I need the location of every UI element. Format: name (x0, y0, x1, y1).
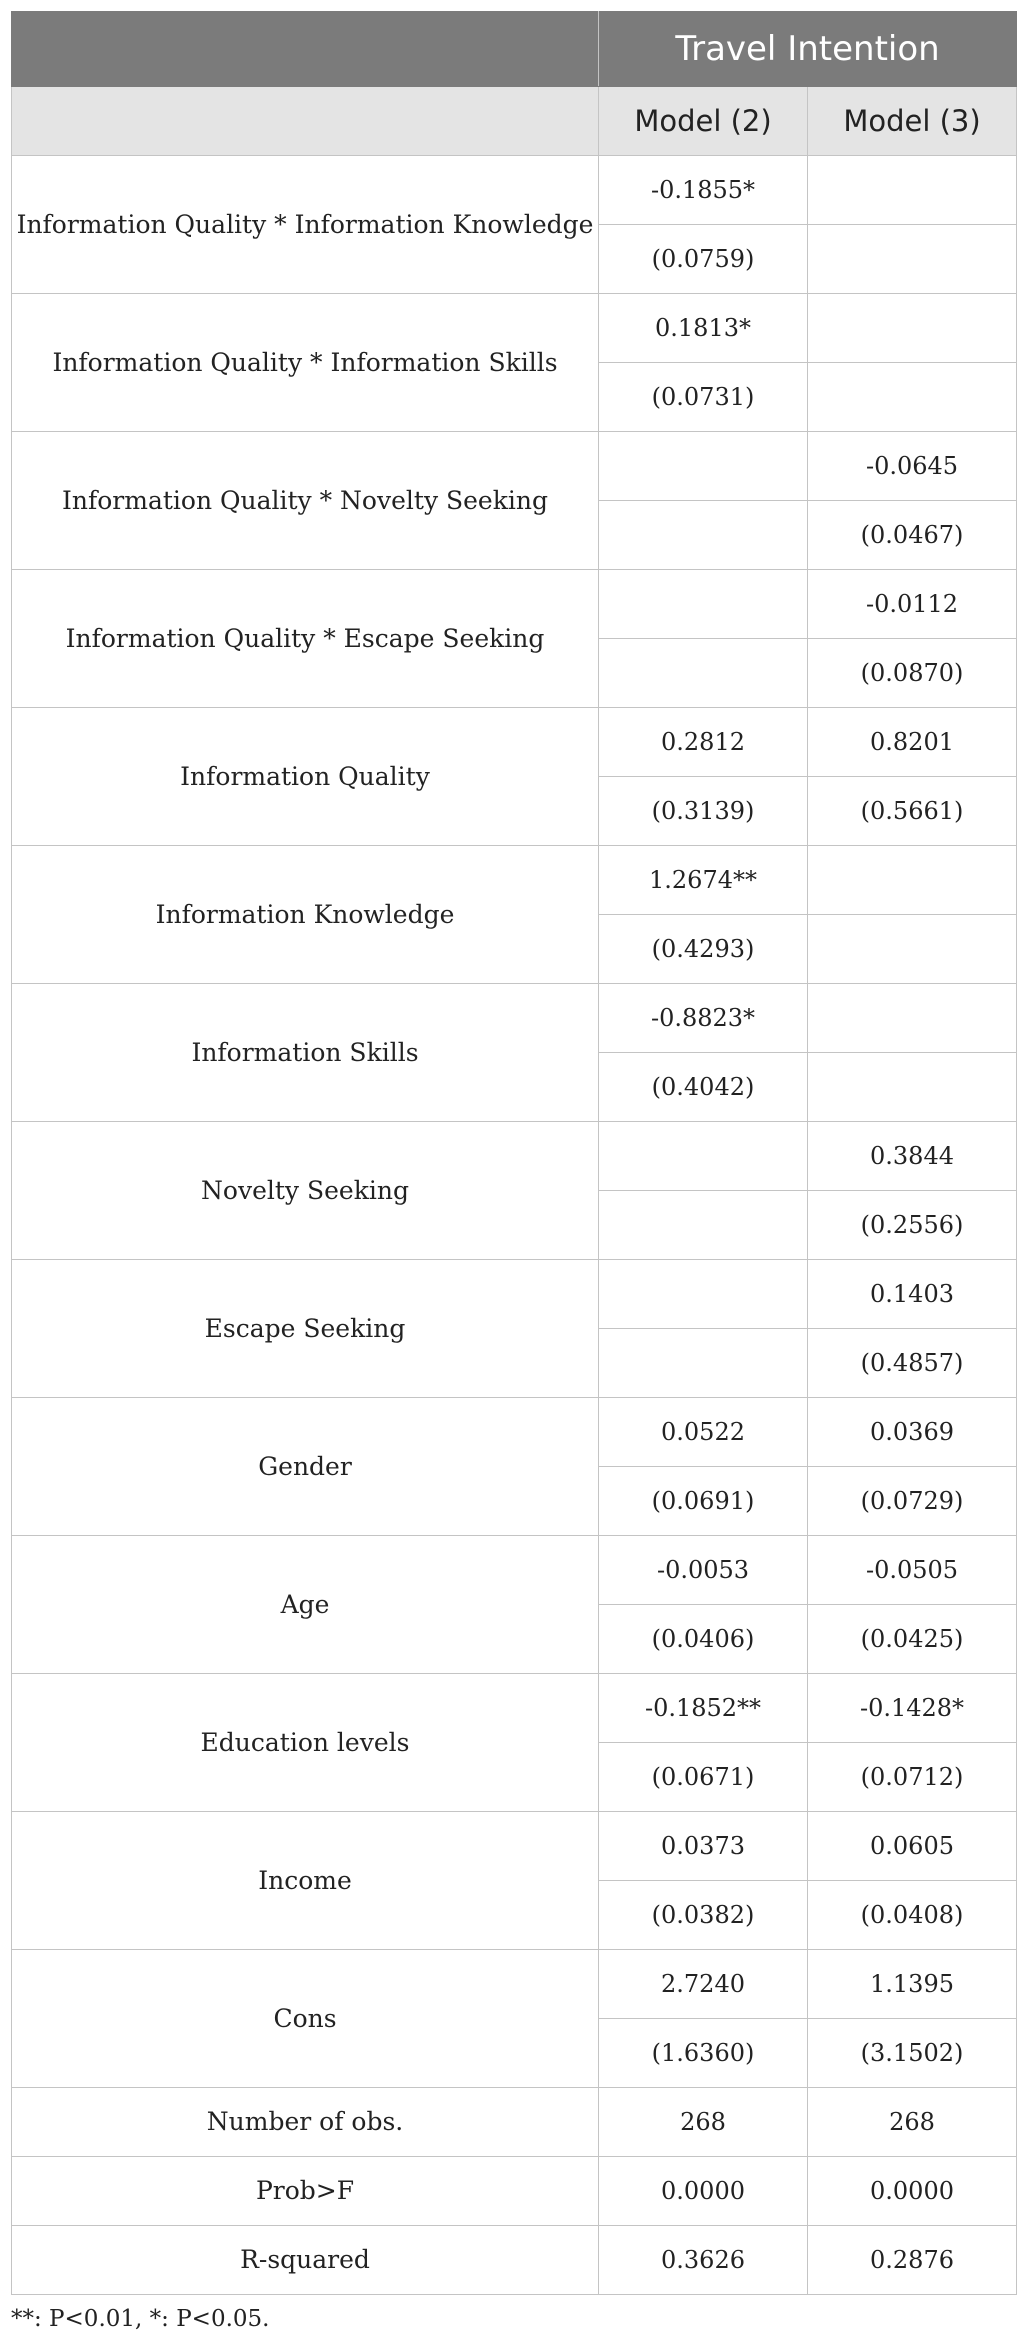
stat-model-3: 0.2876 (808, 2226, 1017, 2295)
table-row (12, 432, 1017, 501)
table-row (12, 570, 1017, 639)
stat-label: Prob>F (12, 2157, 599, 2226)
coefficient-model-2: 0.0522 (599, 1398, 808, 1467)
table-body (12, 156, 1017, 2295)
coefficient-model-3 (808, 294, 1017, 363)
std-error-model-3: (0.0712) (808, 1743, 1017, 1812)
stat-row (12, 2088, 1017, 2157)
row-label: Income (12, 1812, 599, 1950)
group-header-row (12, 12, 1017, 87)
std-error-model-2: (0.0671) (599, 1743, 808, 1812)
row-label: Information Knowledge (12, 846, 599, 984)
table-row (12, 1674, 1017, 1743)
significance-note: **: P<0.01, *: P<0.05. (11, 2306, 270, 2332)
std-error-model-2: (0.0406) (599, 1605, 808, 1674)
std-error-model-3 (808, 1053, 1017, 1122)
table-row (12, 1536, 1017, 1605)
stat-model-2: 0.3626 (599, 2226, 808, 2295)
coefficient-model-3: -0.0645 (808, 432, 1017, 501)
coefficient-model-3: 0.0369 (808, 1398, 1017, 1467)
row-label: Information Quality * Information Skills (12, 294, 599, 432)
std-error-model-3: (0.0408) (808, 1881, 1017, 1950)
std-error-model-2: (0.0382) (599, 1881, 808, 1950)
coefficient-model-3 (808, 846, 1017, 915)
stat-model-2: 0.0000 (599, 2157, 808, 2226)
coefficient-model-2: 0.1813* (599, 294, 808, 363)
coefficient-model-3: -0.0505 (808, 1536, 1017, 1605)
row-label: Information Skills (12, 984, 599, 1122)
coefficient-model-2 (599, 432, 808, 501)
std-error-model-2: (0.0691) (599, 1467, 808, 1536)
std-error-model-3: (0.5661) (808, 777, 1017, 846)
coefficient-model-2 (599, 570, 808, 639)
coefficient-model-2 (599, 1122, 808, 1191)
table-row (12, 1812, 1017, 1881)
coefficient-model-2: -0.1852** (599, 1674, 808, 1743)
stat-model-3: 268 (808, 2088, 1017, 2157)
std-error-model-2 (599, 1191, 808, 1260)
std-error-model-2: (0.0759) (599, 225, 808, 294)
coefficient-model-3: 1.1395 (808, 1950, 1017, 2019)
coefficient-model-2: 1.2674** (599, 846, 808, 915)
std-error-model-2: (0.4042) (599, 1053, 808, 1122)
coefficient-model-2: 0.0373 (599, 1812, 808, 1881)
row-label: Cons (12, 1950, 599, 2088)
coefficient-model-2 (599, 1260, 808, 1329)
std-error-model-2 (599, 501, 808, 570)
stat-model-3: 0.0000 (808, 2157, 1017, 2226)
row-label: Gender (12, 1398, 599, 1536)
std-error-model-3: (0.0870) (808, 639, 1017, 708)
row-label: Information Quality * Information Knowledge (12, 156, 599, 294)
coefficient-model-3: -0.0112 (808, 570, 1017, 639)
row-label: Education levels (12, 1674, 599, 1812)
std-error-model-2: (1.6360) (599, 2019, 808, 2088)
std-error-model-3: (0.0425) (808, 1605, 1017, 1674)
coefficient-model-2: -0.1855* (599, 156, 808, 225)
regression-table (11, 11, 1017, 2295)
table-row (12, 708, 1017, 777)
stat-row (12, 2226, 1017, 2295)
std-error-model-2 (599, 1329, 808, 1398)
coefficient-model-2: 2.7240 (599, 1950, 808, 2019)
stat-label: Number of obs. (12, 2088, 599, 2157)
row-label: Novelty Seeking (12, 1122, 599, 1260)
coefficient-model-3 (808, 984, 1017, 1053)
stat-label: R-squared (12, 2226, 599, 2295)
table-row (12, 1950, 1017, 2019)
table-row (12, 1398, 1017, 1467)
std-error-model-3: (0.0467) (808, 501, 1017, 570)
table-row (12, 984, 1017, 1053)
coefficient-model-3: 0.0605 (808, 1812, 1017, 1881)
coefficient-model-2: -0.0053 (599, 1536, 808, 1605)
std-error-model-3 (808, 915, 1017, 984)
coefficient-model-2: -0.8823* (599, 984, 808, 1053)
header-blank-cell (12, 87, 599, 156)
std-error-model-3: (0.4857) (808, 1329, 1017, 1398)
std-error-model-3: (0.0729) (808, 1467, 1017, 1536)
std-error-model-2: (0.4293) (599, 915, 808, 984)
table-row (12, 156, 1017, 225)
table-row (12, 294, 1017, 363)
coefficient-model-3 (808, 156, 1017, 225)
coefficient-model-2: 0.2812 (599, 708, 808, 777)
table-row (12, 846, 1017, 915)
row-label: Age (12, 1536, 599, 1674)
std-error-model-3: (3.1502) (808, 2019, 1017, 2088)
std-error-model-3 (808, 225, 1017, 294)
row-label: Escape Seeking (12, 1260, 599, 1398)
std-error-model-2 (599, 639, 808, 708)
stat-row (12, 2157, 1017, 2226)
column-header-row (12, 87, 1017, 156)
coefficient-model-3: 0.8201 (808, 708, 1017, 777)
stat-model-2: 268 (599, 2088, 808, 2157)
column-header-model-3: Model (3) (808, 87, 1017, 156)
coefficient-model-3: 0.3844 (808, 1122, 1017, 1191)
std-error-model-2: (0.3139) (599, 777, 808, 846)
row-label: Information Quality (12, 708, 599, 846)
row-label: Information Quality * Escape Seeking (12, 570, 599, 708)
table-row (12, 1122, 1017, 1191)
coefficient-model-3: 0.1403 (808, 1260, 1017, 1329)
std-error-model-3 (808, 363, 1017, 432)
table-row (12, 1260, 1017, 1329)
header-blank-cell (12, 12, 599, 87)
std-error-model-2: (0.0731) (599, 363, 808, 432)
group-title: Travel Intention (599, 12, 1017, 87)
std-error-model-3: (0.2556) (808, 1191, 1017, 1260)
row-label: Information Quality * Novelty Seeking (12, 432, 599, 570)
column-header-model-2: Model (2) (599, 87, 808, 156)
coefficient-model-3: -0.1428* (808, 1674, 1017, 1743)
